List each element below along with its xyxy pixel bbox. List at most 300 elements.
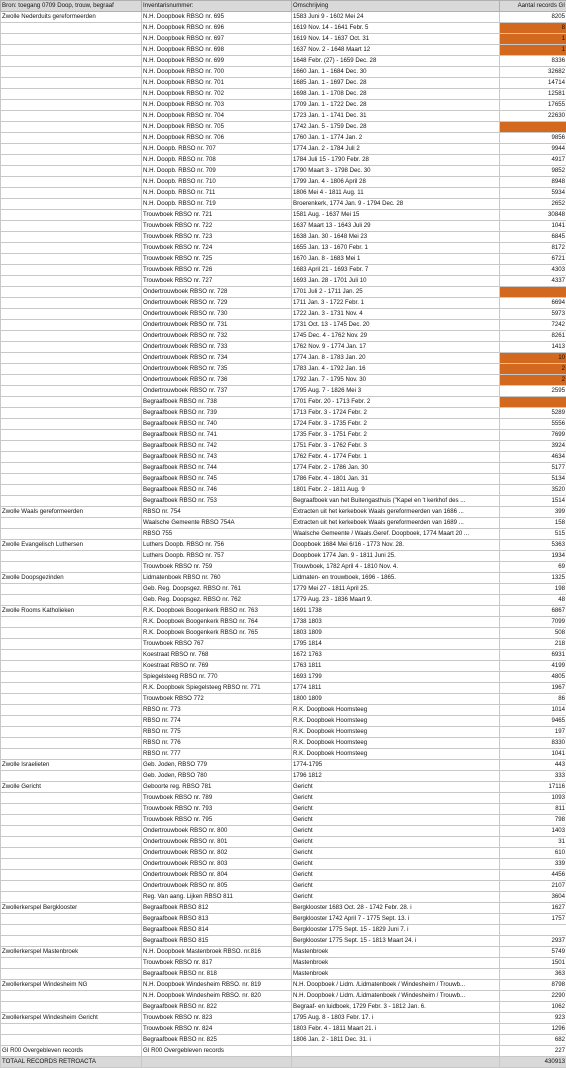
- table-row[interactable]: [1, 287, 566, 298]
- inventory-cell: N.H. Doopb. RBSO nr. 709: [142, 166, 292, 177]
- inventory-cell: Begraafboek RBSO nr. 739: [142, 408, 292, 419]
- description-cell: Bergklooster 1775 Sept. 15 - 1829 Juni 7. i: [292, 925, 500, 936]
- total-empty-cell: [292, 1057, 500, 1068]
- group-cell: [1, 1002, 142, 1013]
- count-cell: 1757: [500, 914, 566, 925]
- count-cell: 5177: [500, 463, 566, 474]
- table-row[interactable]: [1, 122, 566, 133]
- inventory-cell: Begraafboek RBSO nr. 742: [142, 441, 292, 452]
- inventory-cell: N.H. Doopboek Mastenbroek RBSO. nr.816: [142, 947, 292, 958]
- description-cell: 1701 Juli 2 - 1711 Jan. 25: [292, 287, 500, 298]
- group-cell: [1, 650, 142, 661]
- table-row[interactable]: [1, 969, 566, 980]
- table-row[interactable]: [1, 111, 566, 122]
- description-cell: 1637 Maart 13 - 1643 Juli 29: [292, 221, 500, 232]
- count-cell: 48: [500, 595, 566, 606]
- table-row[interactable]: [1, 661, 566, 672]
- inventory-cell: N.H. Doopboek RBSO nr. 697: [142, 34, 292, 45]
- description-cell: 1774-1795: [292, 760, 500, 771]
- count-cell: 923: [500, 1013, 566, 1024]
- count-cell: 5973: [500, 309, 566, 320]
- count-cell: 1514: [500, 496, 566, 507]
- table-row[interactable]: [1, 177, 566, 188]
- inventory-cell: RBSO nr. 776: [142, 738, 292, 749]
- table-row[interactable]: [1, 683, 566, 694]
- count-cell: 811: [500, 804, 566, 815]
- table-body: [1, 12, 566, 1057]
- table-row[interactable]: [1, 507, 566, 518]
- description-cell: 1713 Febr. 3 - 1724 Febr. 2: [292, 408, 500, 419]
- header-row: [1, 1, 566, 12]
- count-cell: 8948: [500, 177, 566, 188]
- count-cell: 2290: [500, 991, 566, 1002]
- table-row[interactable]: [1, 232, 566, 243]
- inventory-cell: N.H. Doopboek RBSO nr. 705: [142, 122, 292, 133]
- description-cell: 1698 Jan. 1 - 1708 Dec. 28: [292, 89, 500, 100]
- inventory-cell: RBSO nr. 775: [142, 727, 292, 738]
- description-cell: 1779 Aug. 23 - 1836 Maart 9.: [292, 595, 500, 606]
- table-row[interactable]: [1, 23, 566, 34]
- group-cell: [1, 925, 142, 936]
- inventory-cell: RBSO 755: [142, 529, 292, 540]
- description-cell: N.H. Doopboek / Lidm. /Lidmatenboek / Windesheim / Trouwb...: [292, 991, 500, 1002]
- group-cell: [1, 463, 142, 474]
- count-cell: 8: [500, 23, 566, 34]
- table-row[interactable]: [1, 947, 566, 958]
- inventory-cell: Trouwboek RBSO 772: [142, 694, 292, 705]
- table-row[interactable]: [1, 925, 566, 936]
- group-cell: [1, 529, 142, 540]
- inventory-cell: Trouwboek RBSO nr. 721: [142, 210, 292, 221]
- table-row[interactable]: [1, 199, 566, 210]
- description-cell: 1701 Febr. 20 - 1713 Febr. 2: [292, 397, 500, 408]
- group-cell: [1, 45, 142, 56]
- group-cell: [1, 265, 142, 276]
- count-cell: 2: [500, 364, 566, 375]
- description-cell: 1800 1809: [292, 694, 500, 705]
- count-cell: 363: [500, 969, 566, 980]
- count-cell: 443: [500, 760, 566, 771]
- table-row[interactable]: [1, 254, 566, 265]
- group-cell: [1, 375, 142, 386]
- inventory-cell: RBSO nr. 774: [142, 716, 292, 727]
- count-cell: 6694: [500, 298, 566, 309]
- count-cell: 3924: [500, 441, 566, 452]
- table-row[interactable]: [1, 705, 566, 716]
- count-cell: 1041: [500, 749, 566, 760]
- table-row[interactable]: [1, 551, 566, 562]
- count-cell: 7099: [500, 617, 566, 628]
- table-row[interactable]: [1, 265, 566, 276]
- count-cell: 8330: [500, 738, 566, 749]
- table-row[interactable]: [1, 870, 566, 881]
- table-row[interactable]: [1, 518, 566, 529]
- inventory-cell: Begraafboek RBSO nr. 744: [142, 463, 292, 474]
- table-row[interactable]: [1, 56, 566, 67]
- group-cell: [1, 628, 142, 639]
- group-cell: [1, 287, 142, 298]
- group-cell: [1, 672, 142, 683]
- table-row[interactable]: [1, 639, 566, 650]
- table-row[interactable]: [1, 386, 566, 397]
- table-row[interactable]: [1, 595, 566, 606]
- inventory-cell: Ondertrouwboek RBSO nr. 803: [142, 859, 292, 870]
- count-cell: 5934: [500, 188, 566, 199]
- table-row[interactable]: [1, 298, 566, 309]
- group-cell: GI R00 Overgebleven records: [1, 1046, 142, 1057]
- group-cell: [1, 771, 142, 782]
- description-cell: Gericht: [292, 815, 500, 826]
- inventory-cell: R.K. Doopboek Boogenkerk RBSO nr. 765: [142, 628, 292, 639]
- table-row[interactable]: [1, 34, 566, 45]
- count-cell: 158: [500, 518, 566, 529]
- description-cell: Gericht: [292, 881, 500, 892]
- count-cell: 17116: [500, 782, 566, 793]
- col-header-bron[interactable]: Bron: toegang 0709 Doop, trouw, begraaf: [1, 1, 142, 12]
- table-row[interactable]: [1, 144, 566, 155]
- col-header-aantal-records[interactable]: Aantal records GI: [500, 1, 566, 12]
- table-row[interactable]: [1, 1013, 566, 1024]
- table-row[interactable]: [1, 364, 566, 375]
- count-cell: 6931: [500, 650, 566, 661]
- count-cell: 1627: [500, 903, 566, 914]
- table-row[interactable]: [1, 430, 566, 441]
- group-cell: [1, 694, 142, 705]
- table-row[interactable]: [1, 859, 566, 870]
- count-cell: 1934: [500, 551, 566, 562]
- inventory-cell: Luthers Doopb. RBSO nr. 756: [142, 540, 292, 551]
- table-row[interactable]: [1, 782, 566, 793]
- table-row[interactable]: [1, 243, 566, 254]
- description-cell: Gericht: [292, 804, 500, 815]
- description-cell: 1619 Nov. 14 - 1637 Oct. 31: [292, 34, 500, 45]
- count-cell: 1: [500, 34, 566, 45]
- count-cell: 1296: [500, 1024, 566, 1035]
- table-row[interactable]: [1, 991, 566, 1002]
- group-cell: [1, 78, 142, 89]
- table-row[interactable]: [1, 738, 566, 749]
- table-row[interactable]: [1, 892, 566, 903]
- table-row[interactable]: [1, 485, 566, 496]
- inventory-cell: Begraafboek RBSO 815: [142, 936, 292, 947]
- table-row[interactable]: [1, 1002, 566, 1013]
- count-cell: [500, 397, 566, 408]
- count-cell: 1403: [500, 826, 566, 837]
- description-cell: 1751 Febr. 3 - 1762 Febr. 3: [292, 441, 500, 452]
- description-cell: Gericht: [292, 892, 500, 903]
- inventory-cell: Trouwboek RBSO nr. 759: [142, 562, 292, 573]
- table-row[interactable]: [1, 771, 566, 782]
- description-cell: 1583 Juni 9 - 1602 Mei 24: [292, 12, 500, 23]
- table-row[interactable]: [1, 529, 566, 540]
- table-row[interactable]: [1, 848, 566, 859]
- group-cell: [1, 551, 142, 562]
- table-row[interactable]: [1, 331, 566, 342]
- count-cell: 8798: [500, 980, 566, 991]
- table-row[interactable]: [1, 584, 566, 595]
- count-cell: 610: [500, 848, 566, 859]
- table-row[interactable]: [1, 672, 566, 683]
- description-cell: Waalsche Gemeente / Waals.Geref. Doopboek, 1774 Maart 20 ...: [292, 529, 500, 540]
- count-cell: 6721: [500, 254, 566, 265]
- col-header-inventarisnummer[interactable]: Inventarisnummer:: [142, 1, 292, 12]
- table-row[interactable]: [1, 276, 566, 287]
- count-cell: 8205: [500, 12, 566, 23]
- inventory-cell: Trouwboek RBSO nr. 727: [142, 276, 292, 287]
- inventory-cell: Geb. Joden, RBSO 780: [142, 771, 292, 782]
- table-row[interactable]: [1, 100, 566, 111]
- inventory-cell: Koestraat RBSO nr. 769: [142, 661, 292, 672]
- description-cell: 1784 Juli 15 - 1790 Febr. 28: [292, 155, 500, 166]
- table-row[interactable]: [1, 936, 566, 947]
- table-row[interactable]: [1, 793, 566, 804]
- description-cell: [292, 1046, 500, 1057]
- table-row[interactable]: [1, 826, 566, 837]
- description-cell: 1738 1803: [292, 617, 500, 628]
- group-cell: [1, 23, 142, 34]
- inventory-cell: Spiegelsteeg RBSO nr. 770: [142, 672, 292, 683]
- table-row[interactable]: [1, 694, 566, 705]
- group-cell: [1, 144, 142, 155]
- count-cell: 7242: [500, 320, 566, 331]
- description-cell: 1803 1809: [292, 628, 500, 639]
- count-cell: 2595: [500, 386, 566, 397]
- count-cell: 9944: [500, 144, 566, 155]
- description-cell: Gericht: [292, 782, 500, 793]
- group-cell: [1, 67, 142, 78]
- table-row[interactable]: [1, 67, 566, 78]
- table-row[interactable]: [1, 804, 566, 815]
- count-cell: 14714: [500, 78, 566, 89]
- count-cell: 333: [500, 771, 566, 782]
- table-row[interactable]: [1, 958, 566, 969]
- table-row[interactable]: [1, 837, 566, 848]
- group-cell: Zwolle Evangelisch Luthersen: [1, 540, 142, 551]
- inventory-cell: Ondertrouwboek RBSO nr. 736: [142, 375, 292, 386]
- total-row: [1, 1057, 566, 1068]
- table-row[interactable]: [1, 166, 566, 177]
- inventory-cell: Lidmatenboek RBSO nr. 760: [142, 573, 292, 584]
- inventory-cell: Trouwboek RBSO nr. 823: [142, 1013, 292, 1024]
- count-cell: 1: [500, 45, 566, 56]
- inventory-cell: Koestraat RBSO nr. 768: [142, 650, 292, 661]
- count-cell: 5134: [500, 474, 566, 485]
- table-row[interactable]: [1, 452, 566, 463]
- group-cell: Zwolle Rooms Katholieken: [1, 606, 142, 617]
- description-cell: Gericht: [292, 848, 500, 859]
- table-row[interactable]: [1, 309, 566, 320]
- description-cell: Gericht: [292, 793, 500, 804]
- inventory-cell: Ondertrouwboek RBSO nr. 735: [142, 364, 292, 375]
- inventory-cell: Begraafboek RBSO 812: [142, 903, 292, 914]
- description-cell: R.K. Doopboek Hoomsteeg: [292, 705, 500, 716]
- table-row[interactable]: [1, 914, 566, 925]
- description-cell: 1779 Mei 27 - 1811 April 25.: [292, 584, 500, 595]
- count-cell: 4337: [500, 276, 566, 287]
- table-row[interactable]: [1, 408, 566, 419]
- table-row[interactable]: [1, 78, 566, 89]
- table-row[interactable]: [1, 727, 566, 738]
- table-row[interactable]: [1, 617, 566, 628]
- inventory-cell: N.H. Doopboek Windesheim RBSO. nr. 820: [142, 991, 292, 1002]
- group-cell: Zwolle Israelieten: [1, 760, 142, 771]
- table-row[interactable]: [1, 881, 566, 892]
- group-cell: [1, 309, 142, 320]
- description-cell: 1735 Febr. 3 - 1751 Febr. 2: [292, 430, 500, 441]
- inventory-cell: Begraafboek RBSO nr. 745: [142, 474, 292, 485]
- count-cell: 339: [500, 859, 566, 870]
- inventory-cell: N.H. Doopboek RBSO nr. 703: [142, 100, 292, 111]
- group-cell: [1, 562, 142, 573]
- group-cell: [1, 815, 142, 826]
- table-row[interactable]: [1, 980, 566, 991]
- group-cell: [1, 639, 142, 650]
- count-cell: 9852: [500, 166, 566, 177]
- count-cell: 17655: [500, 100, 566, 111]
- count-cell: 32682: [500, 67, 566, 78]
- group-cell: Zwolle Nederduits gereformeerden: [1, 12, 142, 23]
- table-row[interactable]: [1, 606, 566, 617]
- table-row[interactable]: [1, 45, 566, 56]
- description-cell: 1660 Jan. 1 - 1684 Dec. 30: [292, 67, 500, 78]
- table-row[interactable]: [1, 474, 566, 485]
- group-cell: [1, 155, 142, 166]
- inventory-cell: Begraafboek RBSO 814: [142, 925, 292, 936]
- table-row[interactable]: [1, 342, 566, 353]
- table-row[interactable]: [1, 628, 566, 639]
- inventory-cell: Ondertrouwboek RBSO nr. 734: [142, 353, 292, 364]
- count-cell: 6867: [500, 606, 566, 617]
- table-row[interactable]: [1, 419, 566, 430]
- group-cell: [1, 364, 142, 375]
- count-cell: 1014: [500, 705, 566, 716]
- inventory-cell: Begraafboek RBSO 813: [142, 914, 292, 925]
- table-row[interactable]: [1, 815, 566, 826]
- count-cell: 1325: [500, 573, 566, 584]
- description-cell: R.K. Doopboek Hoomsteeg: [292, 749, 500, 760]
- inventory-cell: N.H. Doopboek RBSO nr. 706: [142, 133, 292, 144]
- table-row[interactable]: [1, 133, 566, 144]
- table-row[interactable]: [1, 441, 566, 452]
- description-cell: Bergklooster 1742 April 7 - 1775 Sept. 13. i: [292, 914, 500, 925]
- table-row[interactable]: [1, 397, 566, 408]
- group-cell: [1, 1035, 142, 1046]
- description-cell: Gericht: [292, 859, 500, 870]
- table-row[interactable]: [1, 1046, 566, 1057]
- inventory-cell: Geb. Reg. Doopsgez. RBSO nr. 761: [142, 584, 292, 595]
- table-row[interactable]: [1, 210, 566, 221]
- count-cell: 515: [500, 529, 566, 540]
- table-row[interactable]: [1, 221, 566, 232]
- table-row[interactable]: [1, 903, 566, 914]
- inventory-cell: Geb. Joden, RBSO 779: [142, 760, 292, 771]
- inventory-cell: Geb. Reg. Doopsgez. RBSO nr. 762: [142, 595, 292, 606]
- count-cell: 6845: [500, 232, 566, 243]
- table-row[interactable]: [1, 540, 566, 551]
- group-cell: [1, 617, 142, 628]
- table-row[interactable]: [1, 573, 566, 584]
- inventory-cell: N.H. Doopboek RBSO nr. 696: [142, 23, 292, 34]
- inventory-cell: N.H. Doopb. RBSO nr. 707: [142, 144, 292, 155]
- description-cell: 1799 Jan. 4 - 1806 April 28: [292, 177, 500, 188]
- table-row[interactable]: [1, 155, 566, 166]
- group-cell: [1, 430, 142, 441]
- count-cell: 5363: [500, 540, 566, 551]
- description-cell: 1672 1763: [292, 650, 500, 661]
- count-cell: 12581: [500, 89, 566, 100]
- group-cell: [1, 595, 142, 606]
- description-cell: 1783 Jan. 4 - 1792 Jan. 16: [292, 364, 500, 375]
- group-cell: [1, 749, 142, 760]
- group-cell: [1, 870, 142, 881]
- table-row[interactable]: [1, 188, 566, 199]
- table-row[interactable]: [1, 1024, 566, 1035]
- table-row[interactable]: [1, 716, 566, 727]
- description-cell: 1709 Jan. 1 - 1722 Dec. 28: [292, 100, 500, 111]
- inventory-cell: Begraafboek RBSO nr. 746: [142, 485, 292, 496]
- description-cell: Begraafboek van het Buitengasthuis ("Kapel en 't kerkhof des ...: [292, 496, 500, 507]
- table-row[interactable]: [1, 496, 566, 507]
- description-cell: 1683 April 21 - 1693 Febr. 7: [292, 265, 500, 276]
- description-cell: Bergklooster 1775 Sept. 15 - 1813 Maart 24. i: [292, 936, 500, 947]
- description-cell: Broerenkerk, 1774 Jan. 9 - 1794 Dec. 28: [292, 199, 500, 210]
- group-cell: [1, 243, 142, 254]
- inventory-cell: Trouwboek RBSO 767: [142, 639, 292, 650]
- description-cell: 1795 Aug. 7 - 1826 Mei 3: [292, 386, 500, 397]
- table-row[interactable]: [1, 1035, 566, 1046]
- count-cell: 4456: [500, 870, 566, 881]
- col-header-omschrijving[interactable]: Omschrijving: [292, 1, 500, 12]
- table-row[interactable]: [1, 463, 566, 474]
- description-cell: 1806 Jan. 2 - 1811 Dec. 31. i: [292, 1035, 500, 1046]
- description-cell: Lidmaten- en trouwboek, 1696 - 1865.: [292, 573, 500, 584]
- description-cell: 1655 Jan. 13 - 1670 Febr. 1: [292, 243, 500, 254]
- table-row[interactable]: [1, 353, 566, 364]
- inventory-cell: Trouwboek RBSO nr. 793: [142, 804, 292, 815]
- inventory-cell: N.H. Doopboek RBSO nr. 699: [142, 56, 292, 67]
- count-cell: 218: [500, 639, 566, 650]
- table-row[interactable]: [1, 650, 566, 661]
- group-cell: [1, 716, 142, 727]
- group-cell: [1, 254, 142, 265]
- group-cell: [1, 386, 142, 397]
- group-cell: [1, 452, 142, 463]
- table-row[interactable]: [1, 12, 566, 23]
- count-cell: 1967: [500, 683, 566, 694]
- group-cell: [1, 936, 142, 947]
- table-row[interactable]: [1, 562, 566, 573]
- count-cell: 1062: [500, 1002, 566, 1013]
- table-row[interactable]: [1, 760, 566, 771]
- table-row[interactable]: [1, 89, 566, 100]
- count-cell: 1093: [500, 793, 566, 804]
- table-row[interactable]: [1, 375, 566, 386]
- inventory-cell: Trouwboek RBSO nr. 723: [142, 232, 292, 243]
- table-row[interactable]: [1, 320, 566, 331]
- inventory-cell: R.K. Doopboek Boogenkerk RBSO nr. 764: [142, 617, 292, 628]
- description-cell: Extracten uit het kerkeboek Waals gereformeerden van 1686 ...: [292, 507, 500, 518]
- group-cell: [1, 353, 142, 364]
- inventory-cell: Ondertrouwboek RBSO nr. 802: [142, 848, 292, 859]
- description-cell: 1762 Febr. 4 - 1774 Febr. 1: [292, 452, 500, 463]
- inventory-cell: N.H. Doopb. RBSO nr. 711: [142, 188, 292, 199]
- group-cell: [1, 342, 142, 353]
- inventory-cell: Trouwboek RBSO nr. 824: [142, 1024, 292, 1035]
- table-row[interactable]: [1, 749, 566, 760]
- count-cell: 4303: [500, 265, 566, 276]
- inventory-cell: Ondertrouwboek RBSO nr. 730: [142, 309, 292, 320]
- group-cell: [1, 419, 142, 430]
